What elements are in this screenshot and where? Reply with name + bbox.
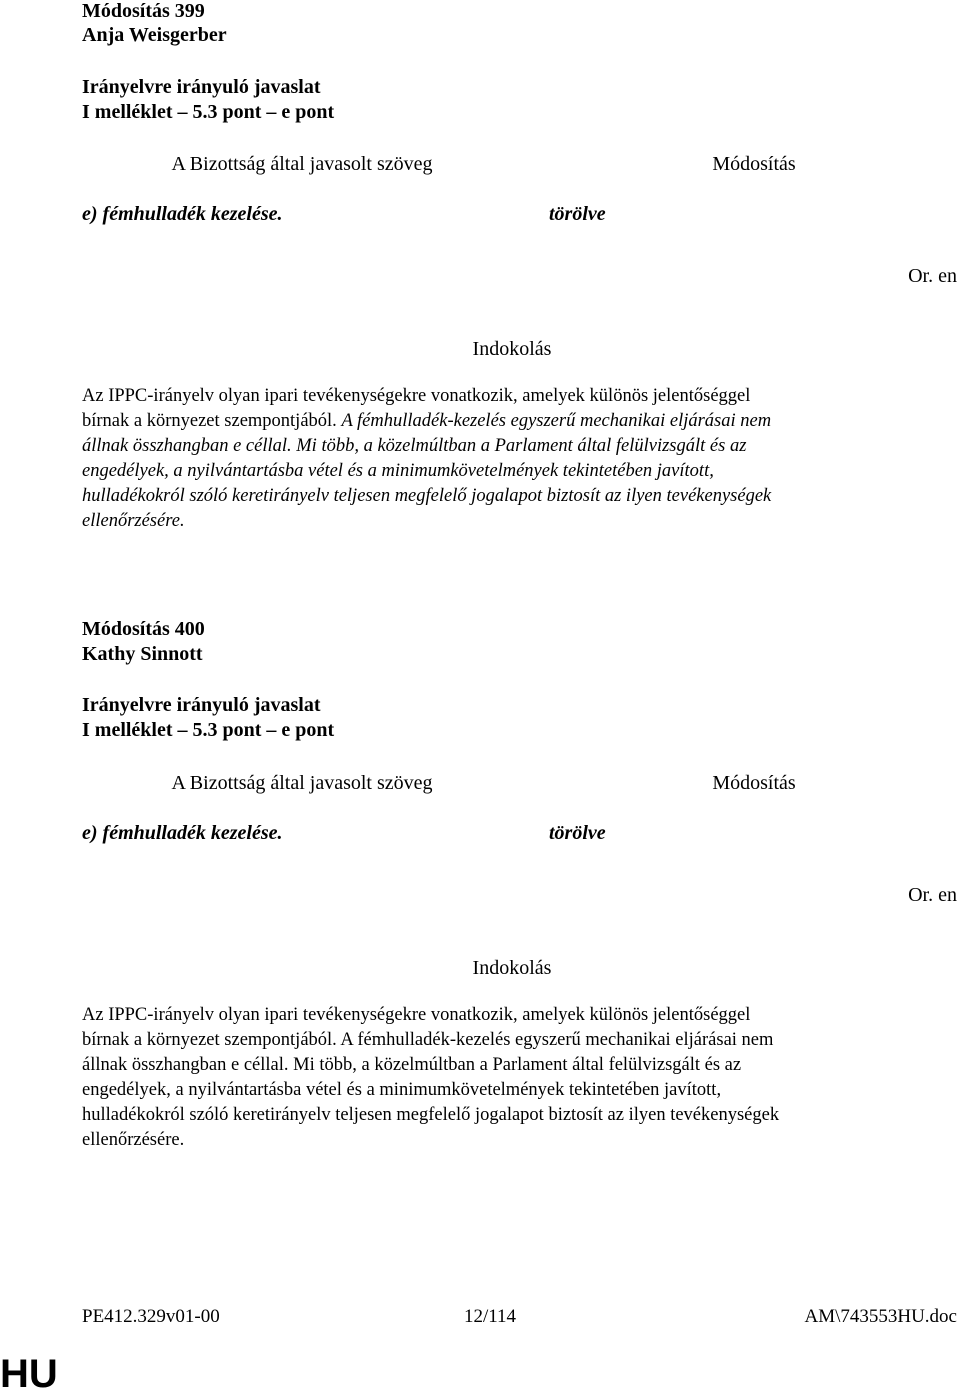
justification-line: hulladékokról szóló keretirányelv teljesen megfelelő jogalapot biztosít az ilyen tevékenységek (82, 486, 772, 506)
commission-text: e) fémhulladék kezelése. (82, 822, 283, 844)
justification-heading: Indokolás (472, 338, 552, 360)
column-header-commission: A Bizottság által javasolt szöveg (171, 153, 433, 175)
justification-line: Az IPPC-irányelv olyan ipari tevékenységekre vonatkozik, amelyek különös jelentőséggel (82, 386, 751, 406)
reference-line: I melléklet – 5.3 pont – e pont (82, 101, 335, 123)
amendment-title: Módosítás 399 (82, 0, 205, 22)
justification-line: ellenőrzésére. (82, 511, 185, 531)
justification-line: engedélyek, a nyilvántartásba vétel és a minimumkövetelmények tekintetében javított, (82, 1080, 722, 1100)
justification-line: ellenőrzésére. (82, 1130, 185, 1150)
reference-line: Irányelvre irányuló javaslat (82, 76, 321, 98)
amendment-author: Kathy Sinnott (82, 643, 203, 665)
amendment-title: Módosítás 400 (82, 618, 205, 640)
amendment-text: törölve (549, 203, 606, 225)
justification-line: engedélyek, a nyilvántartásba vétel és a minimumkövetelmények tekintetében javított, (82, 461, 714, 481)
column-header-amendment: Módosítás (712, 153, 796, 175)
column-header-amendment: Módosítás (712, 772, 796, 794)
justification-line: bírnak a környezet szempontjából. A fémhulladék-kezelés egyszerű mechanikai eljárásai nem (82, 411, 772, 431)
language-code: HU (0, 1352, 58, 1396)
original-language: Or. en (908, 265, 957, 287)
justification-line: állnak összhangban e céllal. Mi több, a közelmúltban a Parlament által felülvizsgált és az (82, 436, 747, 456)
justification-heading: Indokolás (472, 957, 552, 979)
reference-line: I melléklet – 5.3 pont – e pont (82, 719, 335, 741)
commission-text: e) fémhulladék kezelése. (82, 203, 283, 225)
justification-line: állnak összhangban e céllal. Mi több, a közelmúltban a Parlament által felülvizsgált és az (82, 1055, 742, 1075)
amendment-text: törölve (549, 822, 606, 844)
original-language: Or. en (908, 884, 957, 906)
footer-doc-ref: PE412.329v01-00 (82, 1306, 220, 1327)
justification-line: hulladékokról szóló keretirányelv teljesen megfelelő jogalapot biztosít az ilyen tevékenységek (82, 1105, 780, 1125)
footer-file-name: AM\743553HU.doc (804, 1306, 957, 1327)
reference-line: Irányelvre irányuló javaslat (82, 694, 321, 716)
justification-line: bírnak a környezet szempontjából. A fémhulladék-kezelés egyszerű mechanikai eljárásai nem (82, 1030, 774, 1050)
column-header-commission: A Bizottság által javasolt szöveg (171, 772, 433, 794)
amendment-author: Anja Weisgerber (82, 24, 227, 46)
justification-line: Az IPPC-irányelv olyan ipari tevékenységekre vonatkozik, amelyek különös jelentőséggel (82, 1005, 751, 1025)
footer-page-number: 12/114 (463, 1306, 517, 1327)
